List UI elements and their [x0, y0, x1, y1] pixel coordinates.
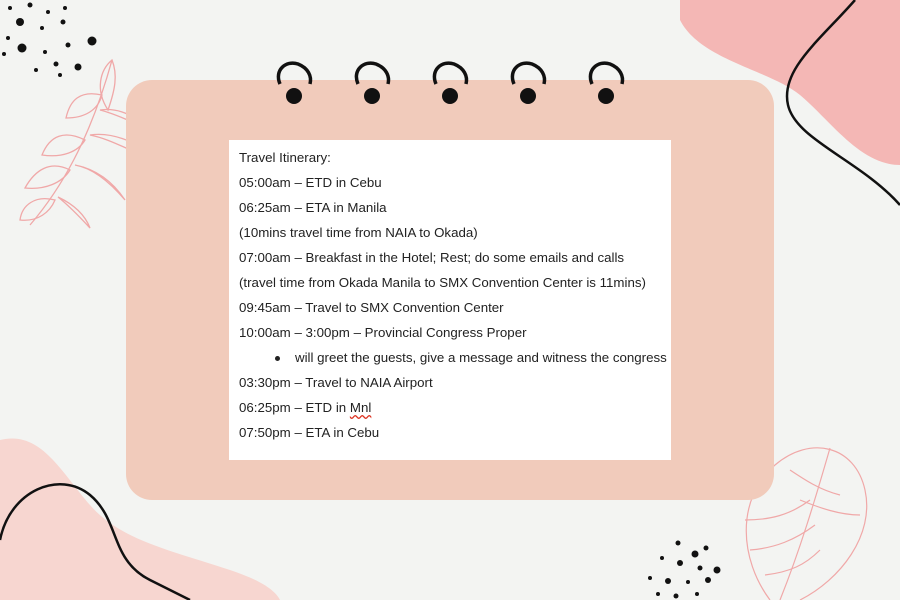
dot-cluster-top-left	[2, 3, 97, 78]
etd-mnl-prefix: 06:25pm – ETD in	[239, 400, 350, 415]
itinerary-line: 07:00am – Breakfast in the Hotel; Rest; do some emails and calls	[239, 250, 625, 265]
itinerary-line: (travel time from Okada Manila to SMX Convention Center is 11mins)	[239, 275, 646, 290]
itinerary-line: 07:50pm – ETA in Cebu	[239, 425, 380, 440]
itinerary-line: (10mins travel time from NAIA to Okada)	[239, 225, 478, 240]
itinerary-line: 05:00am – ETD in Cebu	[239, 175, 382, 190]
itinerary-bullet-item	[239, 349, 671, 374]
bullet-icon	[275, 356, 280, 361]
bullet-text: will greet the guests, give a message and witness the congress	[295, 350, 667, 365]
calendar-ring-icon	[272, 58, 316, 108]
itinerary-line: 03:30pm – Travel to NAIA Airport	[239, 375, 433, 390]
itinerary-line	[239, 399, 671, 424]
itinerary-note	[229, 140, 671, 460]
spellcheck-word: Mnl	[349, 400, 372, 415]
calendar-ring-icon	[428, 58, 472, 108]
calendar-ring-icon	[584, 58, 628, 108]
calendar-ring-icon	[506, 58, 550, 108]
itinerary-line: 09:45am – Travel to SMX Convention Center	[239, 300, 504, 315]
itinerary-line: 06:25am – ETA in Manila	[239, 200, 387, 215]
calendar-ring-icon	[350, 58, 394, 108]
itinerary-title: Travel Itinerary:	[239, 150, 331, 165]
dot-cluster-bottom-right	[648, 541, 721, 599]
itinerary-line: 10:00am – 3:00pm – Provincial Congress Proper	[239, 325, 527, 340]
